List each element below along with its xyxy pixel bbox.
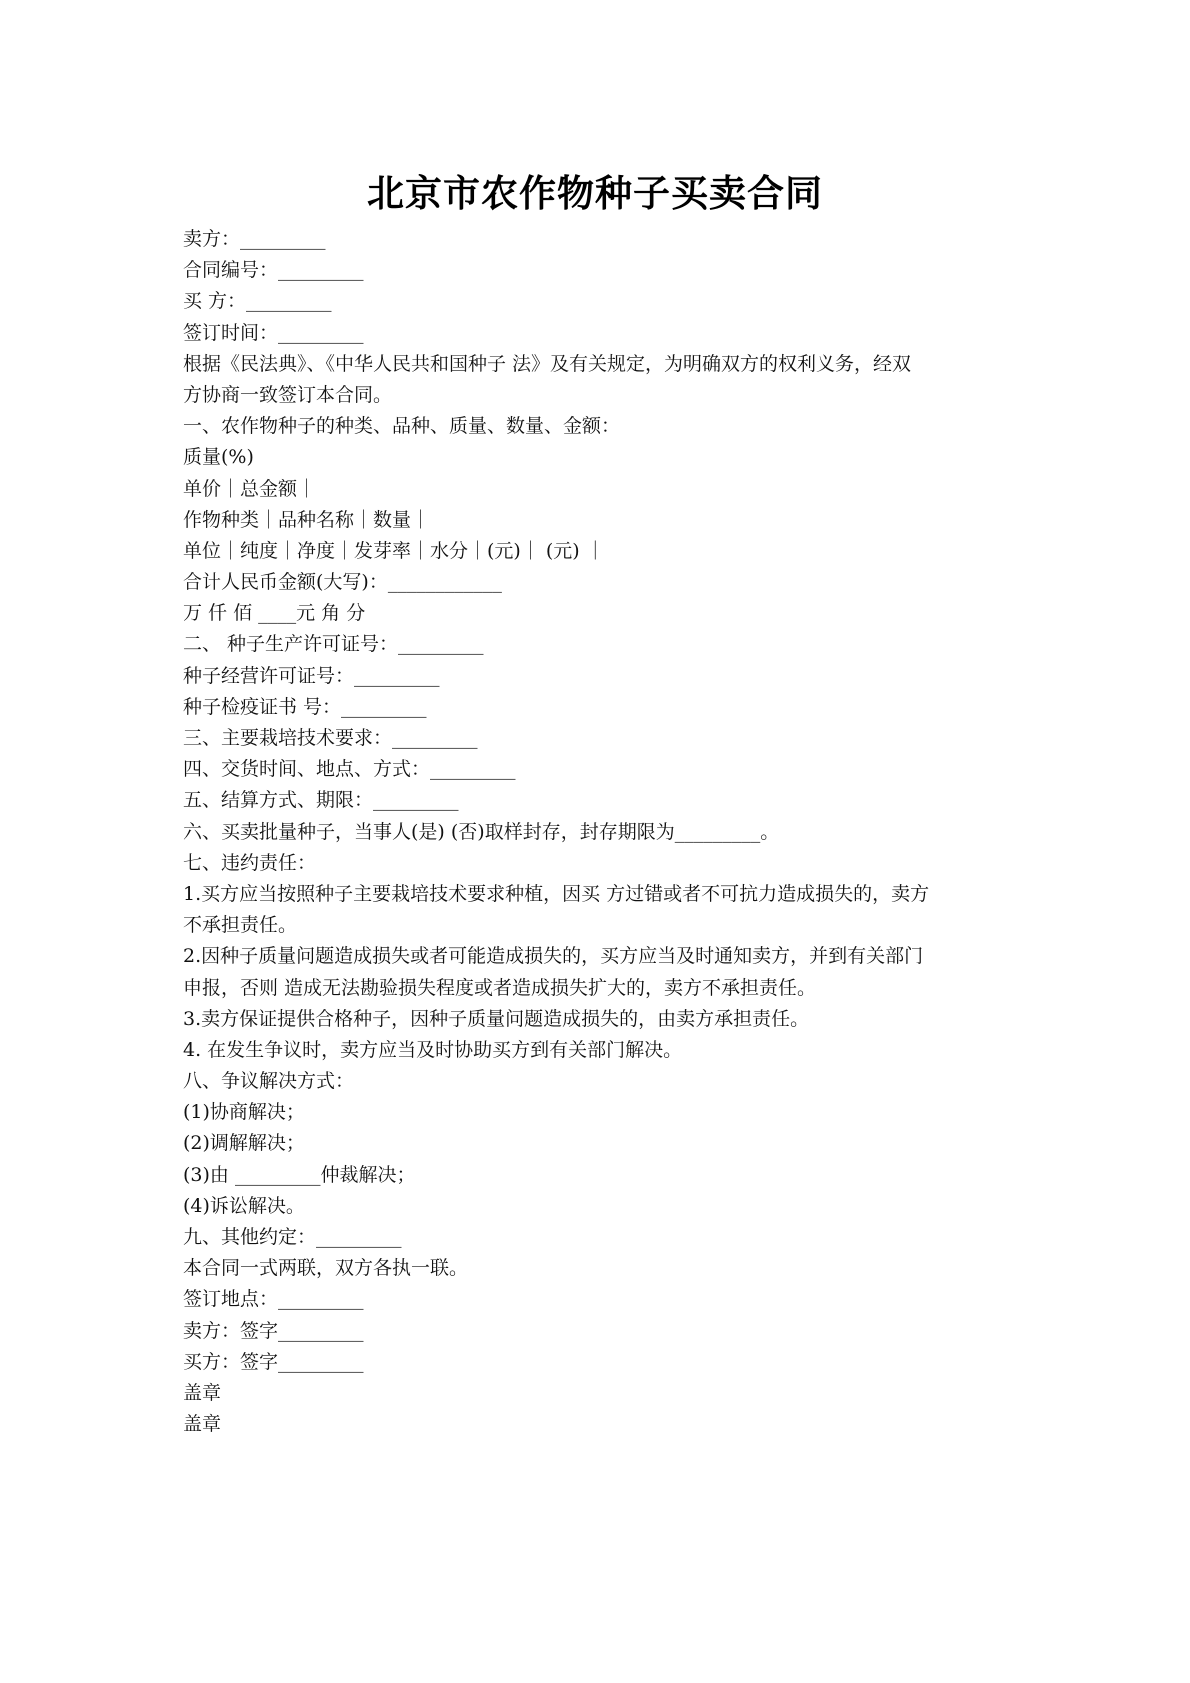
preamble-line-1: 根据《民法典》、《中华人民共和国种子 法》及有关规定，为明确双方的权利义务，经双 <box>183 352 912 375</box>
document-title: 北京市农作物种子买卖合同 <box>367 172 823 215</box>
preamble-line-2: 方协商一致签订本合同。 <box>183 383 393 406</box>
quarantine-cert-field: 种子检疫证书 号：_________ <box>183 695 427 718</box>
copies-statement: 本合同一式两联，双方各执一联。 <box>183 1257 469 1280</box>
section-2-production-license: 二、 种子生产许可证号：_________ <box>183 633 484 656</box>
table-crop-row: 作物种类｜品种名称｜数量｜ <box>183 508 431 531</box>
seller-field: 卖方：_________ <box>183 228 326 250</box>
section-8-heading: 八、争议解决方式： <box>183 1070 355 1093</box>
amount-units-line: 万 仟 佰 ____元 角 分 <box>183 602 366 625</box>
section-6-sampling: 六、买卖批量种子，当事人(是) (否)取样封存，封存期限为_________。 <box>183 820 780 843</box>
buyer-signature-field: 买方：签字_________ <box>183 1350 364 1373</box>
seal-label-1: 盖章 <box>183 1381 222 1404</box>
table-price-row: 单价｜总金额｜ <box>183 477 317 500</box>
buyer-field: 买 方：_________ <box>183 290 332 313</box>
dispute-option-2: (2)调解解决； <box>183 1132 305 1155</box>
liability-2-line-2: 申报，否则 造成无法勘验损失程度或者造成损失扩大的，卖方不承担责任。 <box>183 976 817 999</box>
section-7-heading: 七、违约责任： <box>183 851 317 874</box>
dispute-option-3: (3)由 _________仲裁解决； <box>183 1163 416 1186</box>
table-unit-row: 单位｜纯度｜净度｜发芽率｜水分｜(元)｜ (元) ｜ <box>183 539 605 562</box>
section-9-other: 九、其他约定：_________ <box>183 1226 402 1248</box>
section-5-settlement: 五、结算方式、期限：_________ <box>183 789 459 812</box>
seller-signature-field: 卖方：签字_________ <box>183 1319 364 1342</box>
table-quality-row: 质量(%) <box>183 446 254 469</box>
liability-4: 4. 在发生争议时，卖方应当及时协助买方到有关部门解决。 <box>183 1038 683 1061</box>
total-amount-field: 合计人民币金额(大写)：____________ <box>183 571 502 594</box>
dispute-option-1: (1)协商解决； <box>183 1101 305 1124</box>
section-4-delivery: 四、交货时间、地点、方式：_________ <box>183 758 516 781</box>
liability-2-line-1: 2.因种子质量问题造成损失或者可能造成损失的，买方应当及时通知卖方，并到有关部门 <box>183 945 924 968</box>
dispute-option-4: (4)诉讼解决。 <box>183 1194 305 1217</box>
seal-label-2: 盖章 <box>183 1413 222 1436</box>
liability-1-line-2: 不承担责任。 <box>183 914 298 937</box>
section-1-heading: 一、农作物种子的种类、品种、质量、数量、金额： <box>183 415 621 438</box>
business-license-field: 种子经营许可证号：_________ <box>183 664 440 687</box>
liability-3: 3.卖方保证提供合格种子，因种子质量问题造成损失的，由卖方承担责任。 <box>183 1007 810 1030</box>
signing-time-field: 签订时间：_________ <box>183 321 364 344</box>
signing-place-field: 签订地点：_________ <box>183 1288 364 1311</box>
document-body <box>183 224 1023 1440</box>
section-3-cultivation: 三、主要栽培技术要求：_________ <box>183 727 478 749</box>
contract-number-field: 合同编号：_________ <box>183 259 364 282</box>
liability-1-line-1: 1.买方应当按照种子主要栽培技术要求种植，因买 方过错或者不可抗力造成损失的，卖方 <box>183 882 930 905</box>
